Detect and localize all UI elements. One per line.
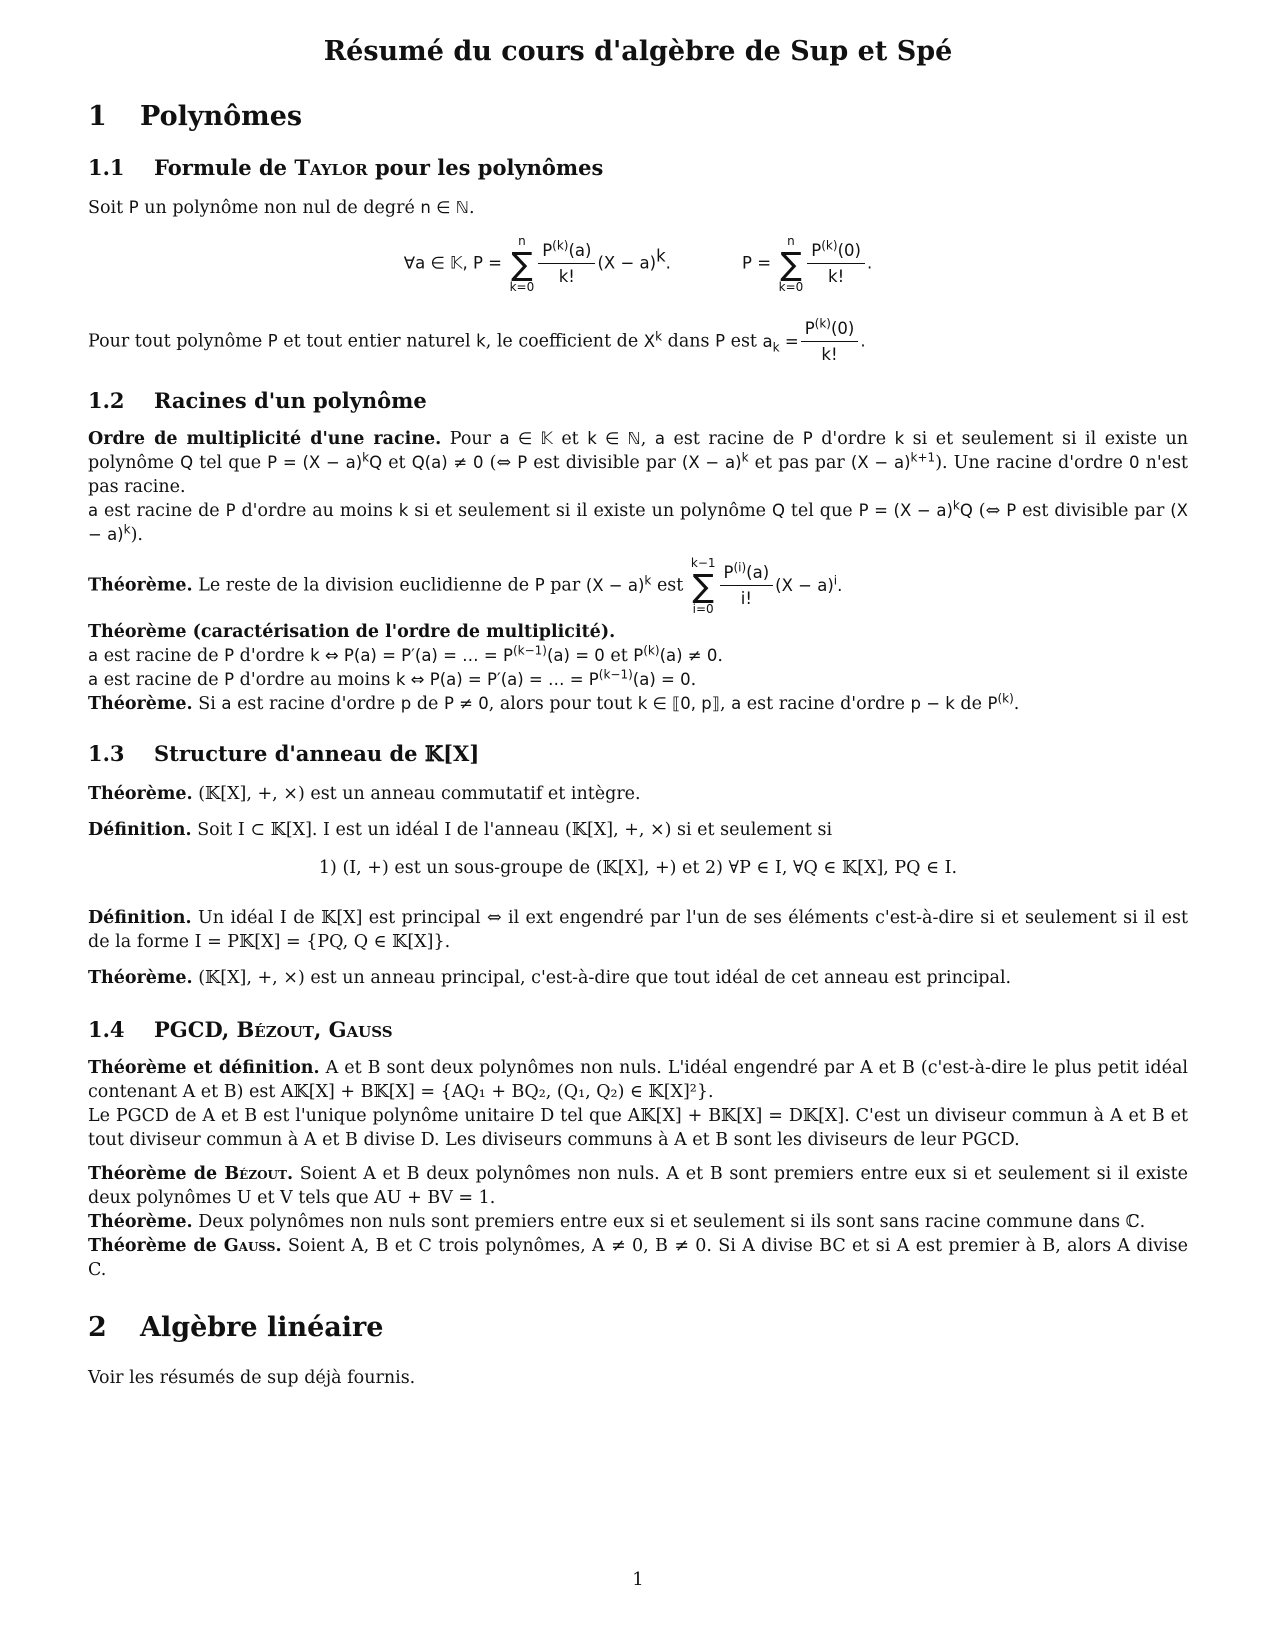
ideal-conditions: 1) (I, +) est un sous-groupe de (𝕂[X], +) et 2) ∀P ∈ I, ∀Q ∈ 𝕂[X], PQ ∈ I.: [318, 858, 958, 878]
subsection-number: 1.2: [88, 388, 125, 413]
section-label: Polynômes: [140, 101, 303, 132]
sum-upper: n: [787, 234, 795, 248]
text: Deux polynômes non nuls sont premiers entre eux si et seulement si ils sont sans racine commune dans ℂ.: [192, 1212, 1146, 1232]
summation-symbol: n ∑ k=0: [778, 234, 804, 294]
definition-ideal: [88, 818, 1188, 842]
text: un polynôme non nul de degré: [138, 198, 421, 218]
theorem-ring: [88, 782, 1188, 806]
text: A et B sont deux polynômes non nuls. L'idéal engendré par A et B (c'est-à-dire le plus petit idéal contenant A et B) est A𝕂[X] + B𝕂[X] = {AQ₁ + BQ₂, (Q₁, Q₂) ∈ 𝕂[X]²}.: [88, 1058, 1188, 1102]
theorem-principal-ring: [88, 966, 1188, 990]
frac-sup: (k): [821, 238, 838, 253]
frac-num: (0): [837, 241, 861, 260]
subsection-label-part: pour les polynômes: [367, 155, 604, 180]
frac-num: P: [542, 241, 553, 260]
subsection-label: Racines d'un polynôme: [154, 388, 427, 413]
text: et tout entier naturel: [277, 331, 477, 352]
subsection-heading-pgcd: 1.4 PGCD, Bézout, Gauss: [88, 1017, 393, 1042]
author-name: Bézout: [236, 1017, 314, 1042]
taylor-formula: ∀a ∈ 𝕂, P = n ∑ k=0 $\frac{P^{(k)}(a)}{k!}$ $(X - a)^k$. P = n ∑ k=0 $\frac{P^{(k)}(0)}{k!}$ .: [403, 234, 873, 294]
page: [88, 0, 1188, 1650]
subsection-number: 1.1: [88, 155, 125, 180]
theorem-bezout: Théorème de Bézout. Soient A et B deux polynômes non nuls. A et B sont premiers entre eux si et seulement si il existe deux polynômes U et V tels que AU + BV = 1. Théorème. Deux polynômes non nuls sont premiers entre eux si et seulement si ils sont sans racine commune dans ℂ. Théorème de Gauss. Soient A, B et C trois polynômes, A ≠ 0, B ≠ 0. Si A divise BC et si A est premier à B, alors A divise C.: [88, 1164, 1188, 1280]
text: (𝕂[X], +, ×) est un anneau principal, c'est-à-dire que tout idéal de cet anneau est principal.: [192, 968, 1012, 988]
math: P: [128, 198, 139, 217]
text: dans: [662, 331, 716, 352]
text: Soit: [88, 198, 129, 218]
theorem-label: Théorème.: [88, 694, 193, 714]
theorem-label: Théorème.: [88, 575, 193, 596]
section-heading-polynomes: [88, 101, 303, 132]
paragraph-heading: Ordre de multiplicité d'une racine.: [88, 429, 442, 449]
text: Soit I ⊂ 𝕂[X]. I est un idéal I de l'anneau (𝕂[X], +, ×) si et seulement si: [191, 820, 833, 840]
formula-tail: (X − a): [597, 253, 657, 273]
theorem-label: Théorème.: [88, 784, 193, 804]
theorem-pgcd-definition: [88, 1056, 1188, 1152]
text: (𝕂[X], +, ×) est un anneau commutatif et intègre.: [192, 784, 641, 804]
summation-symbol: n ∑ k=0: [509, 234, 535, 294]
math: n ∈ ℕ: [420, 198, 469, 217]
author-name: Bézout: [224, 1164, 287, 1184]
sum-lower: k=0: [509, 280, 535, 294]
section2-text: Voir les résumés de sup déjà fournis.: [88, 1368, 416, 1388]
fraction: [807, 240, 865, 288]
frac-num: (0): [830, 319, 855, 338]
frac-sup: (k): [814, 316, 831, 331]
sum-upper: n: [518, 234, 526, 248]
theorem-multiplicity-characterization: Théorème (caractérisation de l'ordre de multiplicité). a est racine de P d'ordre k ⇔ P(a) = P′(a) = … = $P^{(k-1)}(a) = 0$ et $P^{(k)}(a) \ne 0$. a est racine de P d'ordre au moins k ⇔ P(a) = P′(a) = … = $P^{(k-1)}(a) = 0$. Théorème. Si a est racine d'ordre p de P ≠ 0, alors pour tout k ∈ ⟦0, p⟧, a est racine d'ordre p − k de $P^{(k)}$.: [88, 622, 1020, 714]
author-name: Taylor: [294, 155, 368, 180]
frac-den: k!: [828, 267, 845, 286]
frac-num: P: [804, 319, 815, 338]
section-number: 2: [88, 1312, 107, 1343]
section-number: 1: [88, 101, 107, 132]
theorem-label: Théorème et définition.: [88, 1058, 320, 1078]
subsection-label: Structure d'anneau de 𝕂[X]: [154, 741, 480, 766]
multiplicity-definition: Ordre de multiplicité d'une racine. Pour a ∈ 𝕂 et k ∈ ℕ, a est racine de P d'ordre k si et seulement si il existe un polynôme Q tel que $P = (X - a)^kQ$ et Q(a) ≠ 0 (⇔ P est divisible par $(X - a)^k$ et pas par $(X - a)^{k+1}$). Une racine d'ordre 0 n'est pas racine. a est racine de P d'ordre au moins k si et seulement si il existe un polynôme Q tel que $P = (X - a)^kQ$ (⇔ P est divisible par $(X - a)^k$).: [88, 429, 1189, 545]
taylor-coefficient: Pour tout polynôme P et tout entier naturel k, le coefficient de $X^k$ dans P est $a_k$ = $\frac{P^{(k)}(0)}{k!}$ .: [88, 316, 866, 364]
text: Un idéal I de 𝕂[X] est principal ⇔ il ext engendré par l'un de ses éléments c'est-à-dire si et seulement si il est de la forme I = P𝕂[X] = {PQ, Q ∈ 𝕂[X]}.: [88, 908, 1188, 952]
definition-label: Définition.: [88, 820, 192, 840]
summation-symbol: k−1 ∑ i=0: [690, 556, 716, 616]
author-name: Gauss: [223, 1236, 276, 1256]
page-number: 1: [632, 1569, 644, 1590]
text: Soient A, B et C trois polynômes, A ≠ 0, B ≠ 0. Si A divise BC et si A est premier à B, alors A divise C.: [88, 1236, 1188, 1280]
formula-lhs: ∀a ∈ 𝕂, P =: [403, 253, 502, 273]
theorem-label: Théorème (caractérisation de l'ordre de multiplicité).: [88, 622, 616, 642]
frac-den: k!: [821, 345, 838, 364]
subsection-label-part: Formule de: [154, 155, 295, 180]
frac-num: P: [811, 241, 822, 260]
frac-sup: (k): [552, 238, 569, 253]
text: , le coefficient de: [485, 331, 644, 352]
definition-principal: [88, 906, 1188, 954]
frac-num: (a): [568, 241, 592, 260]
formula-sup: k: [656, 246, 666, 266]
text: .: [468, 198, 475, 218]
formula2-lhs: P =: [742, 253, 772, 273]
theorem-label: Théorème.: [88, 968, 193, 988]
text: est: [725, 331, 763, 352]
section-label: Algèbre linéaire: [140, 1312, 384, 1343]
fraction: $\frac{P^{(i)}(a)}{i!}$: [720, 562, 774, 610]
fraction: [801, 318, 859, 366]
sum-lower: k=0: [778, 280, 804, 294]
subsection-heading-anneau: [88, 742, 479, 766]
text: Pour tout polynôme: [88, 331, 268, 352]
frac-den: k!: [558, 267, 575, 286]
text: Le PGCD de A et B est l'unique polynôme unitaire D tel que A𝕂[X] + B𝕂[X] = D𝕂[X]. C'est un diviseur commun à A et B et tout diviseur commun à A et B divise D. Les diviseurs communs à A et B sont les diviseurs de leur PGCD.: [88, 1106, 1188, 1150]
subsection-number: 1.4: [88, 1017, 125, 1042]
subsection-heading-taylor: [88, 156, 603, 180]
page-title: Résumé du cours d'algèbre de Sup et Spé: [323, 36, 953, 67]
author-name: Gauss: [328, 1017, 393, 1042]
subsection-number: 1.3: [88, 741, 125, 766]
fraction: [538, 240, 595, 288]
theorem-remainder: Théorème. Le reste de la division euclidienne de P par $(X - a)^k$ est k−1 ∑ i=0 $\frac{P^{(i)}(a)}{i!}$ $(X - a)^i$.: [88, 556, 843, 616]
theorem-label: Théorème.: [88, 1212, 193, 1232]
taylor-intro: [88, 196, 1188, 220]
section-heading-algebre-lineaire: [88, 1312, 384, 1343]
subsection-heading-racines: [88, 389, 427, 413]
definition-label: Définition.: [88, 908, 192, 928]
text: Soient A et B deux polynômes non nuls. A et B sont premiers entre eux si et seulement si il existe deux polynômes U et V tels que AU + BV = 1.: [88, 1164, 1188, 1208]
